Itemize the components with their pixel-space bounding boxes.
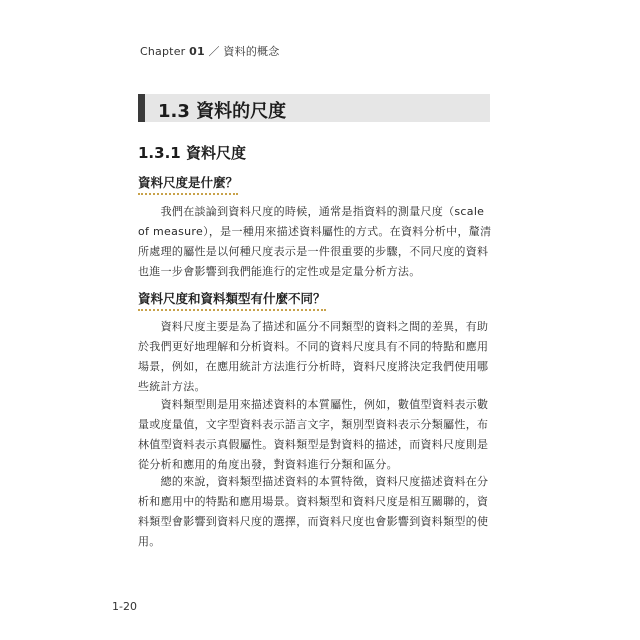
paragraph-line: 也進一步會影響到我們能進行的定性或是定量分析方法。	[138, 265, 421, 278]
paragraph-scale-purpose	[138, 317, 492, 397]
question-text: 資料尺度是什麼？	[138, 175, 239, 190]
paragraph-line: 資料尺度主要是為了描述和區分不同類型的資料之間的差異，有助	[138, 320, 489, 333]
paragraph-line: 場景，例如，在應用統計方法進行分析時，資料尺度將決定我們使用哪	[138, 360, 489, 373]
paragraph-summary	[138, 472, 492, 552]
section-number: 1.3	[158, 101, 190, 122]
chapter-title: 資料的概念	[223, 45, 280, 58]
section-heading-bar	[138, 94, 490, 122]
paragraph-line: 總的來說，資料類型描述資料的本質特徵，資料尺度描述資料在分	[138, 475, 489, 488]
chapter-separator: ／	[208, 45, 220, 58]
paragraph-line: 些統計方法。	[138, 380, 206, 393]
paragraph-data-type	[138, 395, 492, 475]
section-title	[158, 97, 286, 123]
paragraph-line: 從分析和應用的角度出發，對資料進行分類和區分。	[138, 458, 398, 471]
question-heading-difference	[138, 289, 326, 311]
paragraph-line: 量或度量值，文字型資料表示語言文字，類別型資料表示分類屬性，布	[138, 418, 489, 431]
paragraph-line: 我們在談論到資料尺度的時候，通常是指資料的測量尺度（scale	[138, 205, 485, 218]
subsection-heading	[138, 142, 246, 163]
subsection-number: 1.3.1	[138, 144, 181, 162]
paragraph-line: 析和應用中的特點和應用場景。資料類型和資料尺度是相互關聯的，資	[138, 495, 489, 508]
section-accent-bar	[138, 94, 145, 122]
page-number: 1-20	[112, 600, 137, 613]
paragraph-line: 所處理的屬性是以何種尺度表示是一件很重要的步驟，不同尺度的資料	[138, 245, 489, 258]
dotted-underline	[138, 193, 238, 195]
paragraph-line: 資料類型則是用來描述資料的本質屬性，例如，數值型資料表示數	[138, 398, 489, 411]
chapter-label: Chapter	[140, 45, 186, 58]
dotted-underline	[138, 309, 326, 311]
paragraph-scale-definition	[138, 202, 492, 282]
paragraph-line: 用。	[138, 535, 161, 548]
paragraph-line: of measure），是一種用來描述資料屬性的方式。在資料分析中，釐清	[138, 225, 492, 238]
chapter-header	[140, 43, 279, 59]
paragraph-line: 於我們更好地理解和分析資料。不同的資料尺度具有不同的特點和應用	[138, 340, 489, 353]
section-title-text: 資料的尺度	[196, 101, 287, 122]
paragraph-line: 林值型資料表示真假屬性。資料類型是對資料的描述，而資料尺度則是	[138, 438, 489, 451]
question-heading-scale	[138, 173, 238, 195]
chapter-number: 01	[189, 45, 205, 58]
subsection-title: 資料尺度	[185, 144, 246, 162]
question-text: 資料尺度和資料類型有什麼不同？	[138, 291, 326, 306]
paragraph-line: 料類型會影響到資料尺度的選擇，而資料尺度也會影響到資料類型的使	[138, 515, 489, 528]
